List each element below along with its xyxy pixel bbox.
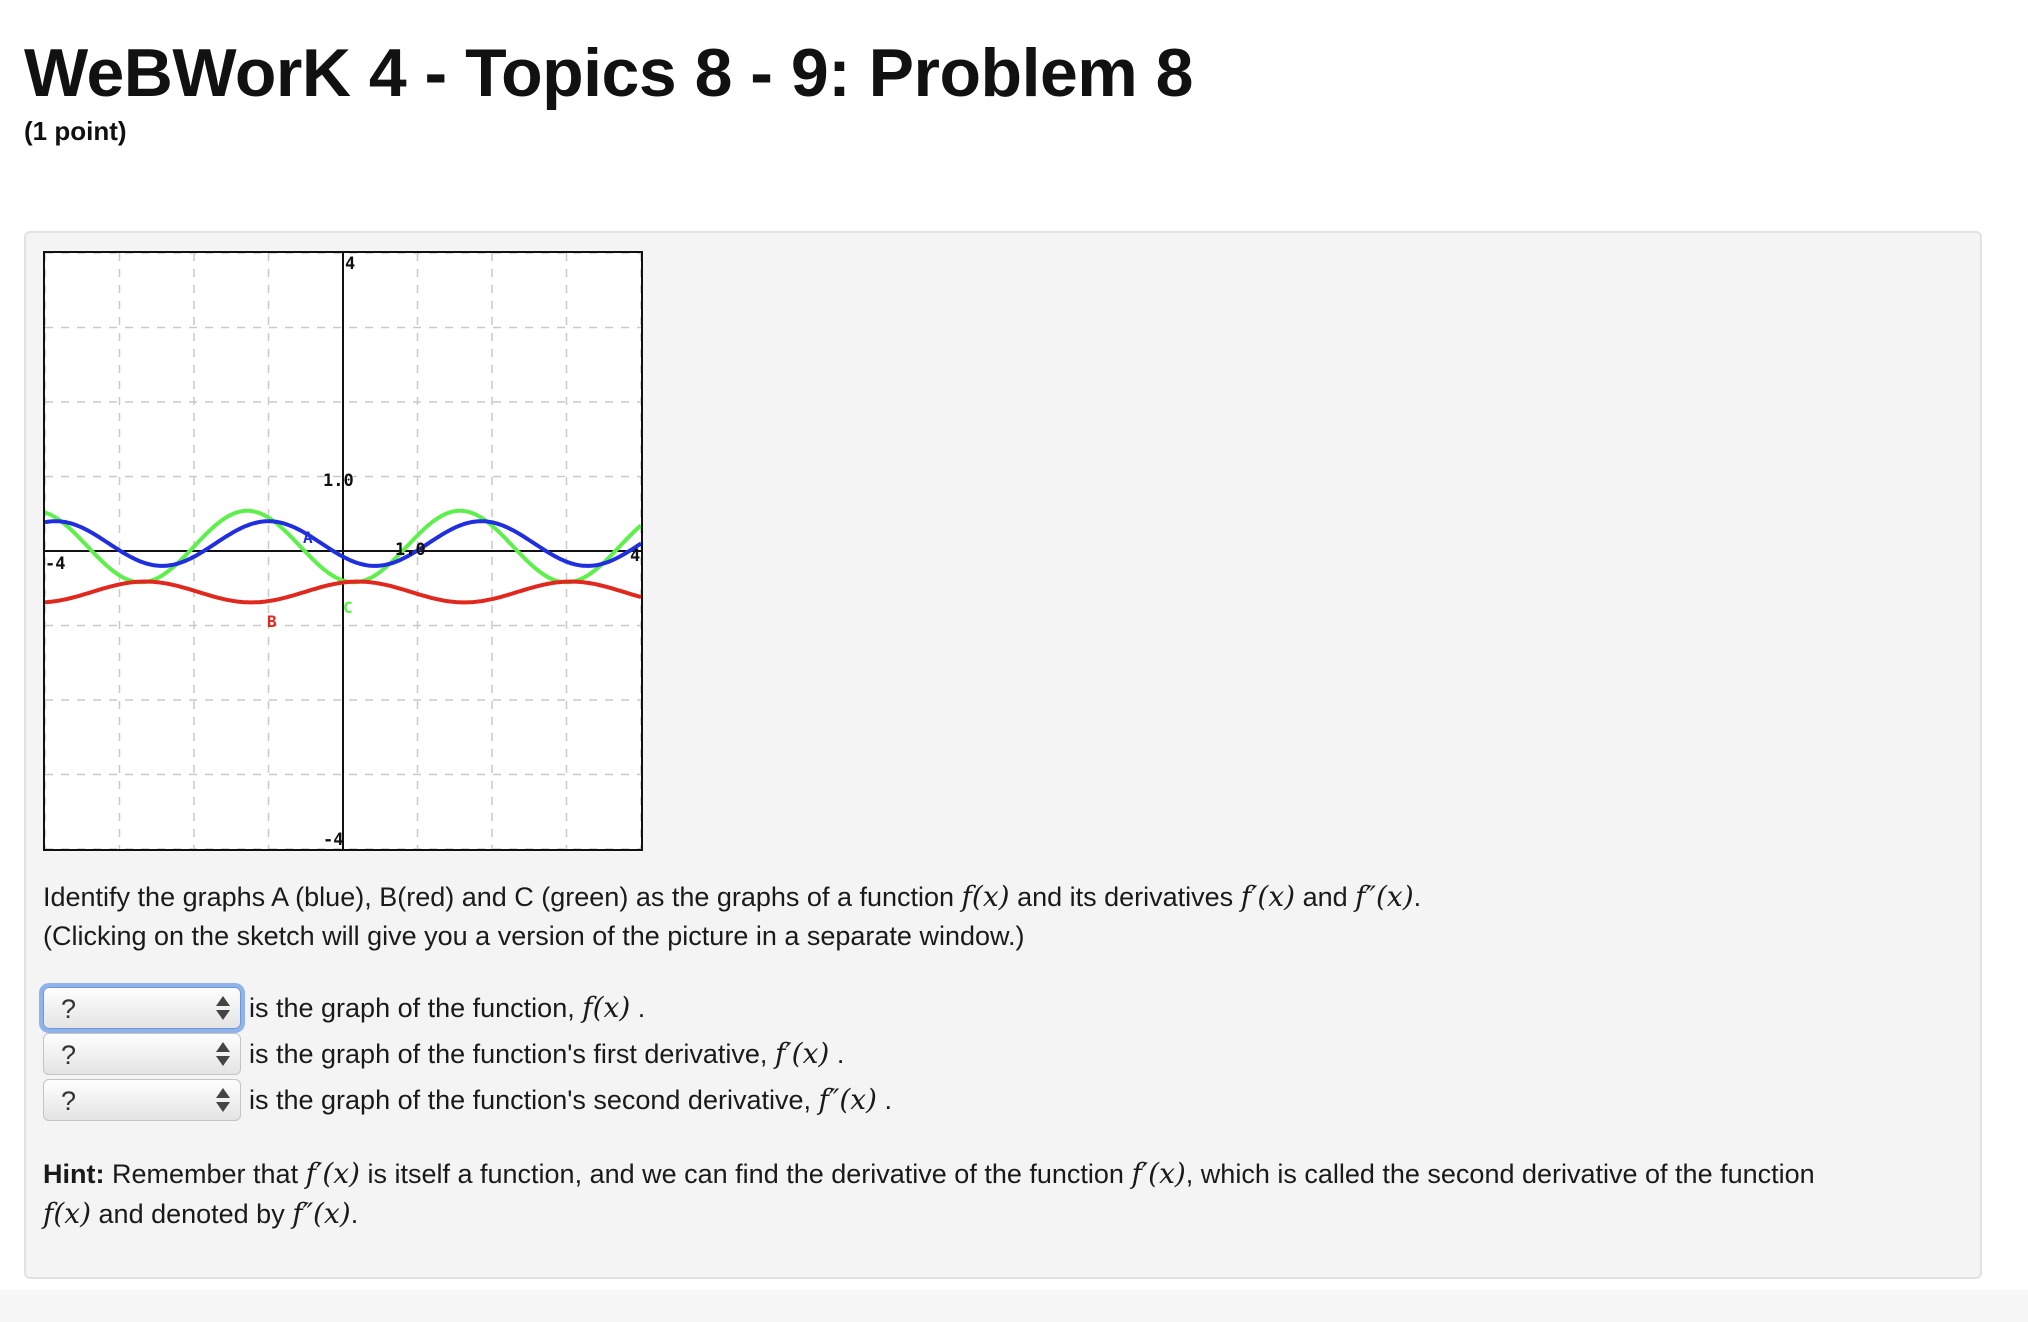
answer-text-first-derivative: is the graph of the function's first derivative, f′(x) . — [249, 1037, 845, 1070]
math-fpx: f′(x) — [1240, 880, 1296, 913]
curve-label-a: A — [303, 528, 313, 547]
graph-image-link[interactable] — [43, 251, 643, 851]
answer-text-function: is the graph of the function, f(x) . — [249, 991, 646, 1024]
answer-text-second-derivative: is the graph of the function's second derivative, f″(x) . — [249, 1083, 893, 1116]
question-line-1: Identify the graphs A (blue), B(red) and C (green) as the graphs of a function f(x) and its derivatives f′(x) and f″(x). — [43, 880, 1422, 913]
graph-plot — [45, 253, 641, 849]
problem-points: (1 point) — [24, 116, 127, 146]
curve-label-c: C — [343, 598, 353, 617]
select-arrows-icon — [216, 994, 230, 1024]
tick-label-y-one: 1.0 — [323, 471, 354, 491]
tick-label-y-bottom: -4 — [323, 830, 344, 849]
hint-line-2: f(x) and denoted by f″(x). — [43, 1197, 359, 1230]
answer-select-function[interactable]: ? — [43, 987, 241, 1029]
select-arrows-icon — [216, 1086, 230, 1116]
answer-select-second-derivative[interactable]: ? — [43, 1079, 241, 1121]
question-line-2: (Clicking on the sketch will give you a version of the picture in a separate window.) — [43, 921, 1025, 951]
tick-label-y-top: 4 — [345, 254, 356, 274]
tick-label-x-left: -4 — [45, 554, 66, 574]
hint-label: Hint: — [43, 1159, 105, 1189]
tick-label-x-one: 1.0 — [395, 540, 426, 560]
answer-select-first-derivative[interactable]: ? — [43, 1033, 241, 1075]
math-fppx: f″(x) — [1355, 880, 1414, 913]
select-arrows-icon — [216, 1040, 230, 1070]
page-footer-strip — [0, 1290, 2028, 1322]
curve-label-b: B — [267, 612, 277, 631]
tick-label-x-right: 4 — [630, 546, 641, 566]
page-title: WeBWorK 4 - Topics 8 - 9: Problem 8 — [24, 35, 1193, 111]
math-fx: f(x) — [961, 880, 1010, 913]
hint-line-1: Hint: Remember that f′(x) is itself a function, and we can find the derivative of the function f′(x), which is called the second derivative of the function — [43, 1157, 1815, 1190]
